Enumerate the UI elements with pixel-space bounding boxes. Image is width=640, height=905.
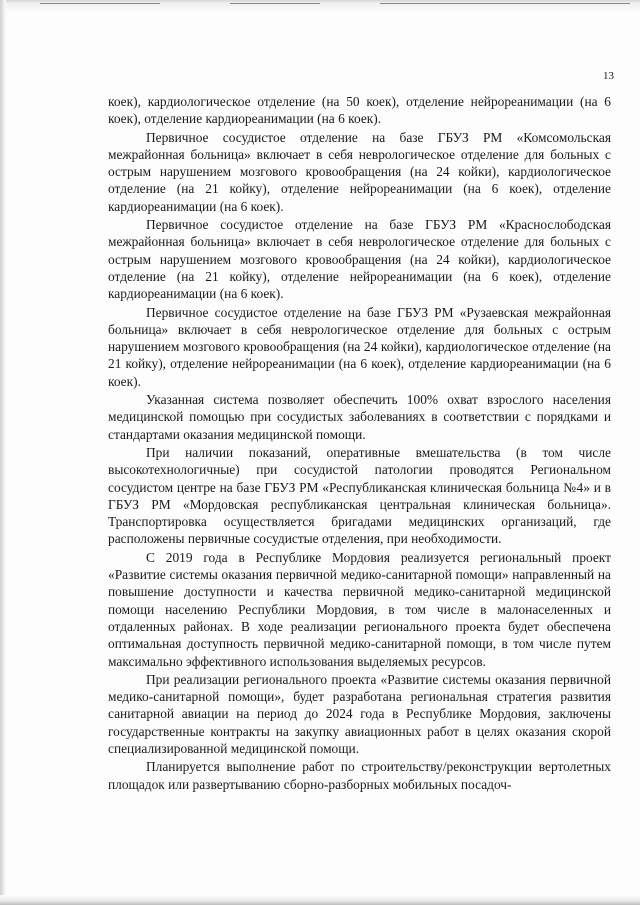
page-number: 13 xyxy=(603,70,614,82)
scan-top-edge xyxy=(0,0,640,12)
paragraph: Первичное сосудистое отделение на базе ГБУЗ РМ «Рузаевская межрайонная больница» включает в себя неврологическое отделение для больных с острым нарушением мозгового кровообращения (на 24 койки), кардиологическое отделение (на 21 койку), отделение нейрореанимации (на 6 коек), отделение кардиореанимации (на 6 коек). xyxy=(108,304,611,389)
paragraph: С 2019 года в Республике Мордовия реализуется региональный проект «Развитие системы оказания первичной медико-санитарной помощи» направленный на повышение доступности и качества первичной медико-санитарной медицинской помощи населению Республики Мордовия, в том числе в малонаселенных и отдаленных районах. В ходе реализации регионального проекта будет обеспечена оптимальная доступность первичной медико-санитарной помощи, в том числе путем максимально эффективного использования выделяемых ресурсов. xyxy=(108,549,611,669)
scan-streak xyxy=(230,3,320,4)
paragraph: Первичное сосудистое отделение на базе ГБУЗ РМ «Краснослободская межрайонная больница» включает в себя неврологическое отделение для больных с острым нарушением мозгового кровообращения (на 24 койки), кардиологическое отделение (на 21 койку), отделение нейрореанимации (на 6 коек), отделение кардиореанимации (на 6 коек). xyxy=(108,217,611,302)
scan-left-edge xyxy=(0,0,6,905)
paragraph: Указанная система позволяет обеспечить 100% охват взрослого населения медицинской помощью при сосудистых заболеваниях в соответствии с порядками и стандартами оказания медицинской помощи. xyxy=(108,392,611,442)
paragraph: Первичное сосудистое отделение на базе ГБУЗ РМ «Комсомольская межрайонная больница» включает в себя неврологическое отделение для больных с острым нарушением мозгового кровообращения (на 24 койки), кардиологическое отделение (на 21 койку), отделение нейрореанимации (на 6 коек), отделение кардиореанимации (на 6 коек). xyxy=(108,129,611,214)
scan-bottom-edge xyxy=(0,895,640,905)
paragraph: Планируется выполнение работ по строительству/реконструкции вертолетных площадок или развертыванию сборно-разборных мобильных посадоч- xyxy=(108,759,611,792)
paragraph: При наличии показаний, оперативные вмешательства (в том числе высокотехнологичные) при сосудистой патологии проводятся Региональном сосудистом центре на базе ГБУЗ РМ «Республиканская клиническая больница №4» и в ГБУЗ РМ «Мордовская республиканская центральная клиническая больница». Транспортировка осуществляется бригадами медицинских организаций, где расположены первичные сосудистые отделения, при необходимости. xyxy=(108,444,611,547)
scan-streak xyxy=(40,3,160,4)
paragraph: При реализации регионального проекта «Развитие системы оказания первичной медико-санитарной помощи», будет разработана региональная стратегия развития санитарной авиации на период до 2024 года в Республике Мордовия, заключены государственные контракты на закупку авиационных работ в целях оказания скорой специализированной медицинской помощи. xyxy=(108,671,611,756)
paragraph: коек), кардиологическое отделение (на 50 коек), отделение нейрореанимации (на 6 коек), отделение кардиореанимации (на 6 коек). xyxy=(108,94,611,127)
scan-streak xyxy=(380,3,630,4)
document-body xyxy=(108,93,611,793)
